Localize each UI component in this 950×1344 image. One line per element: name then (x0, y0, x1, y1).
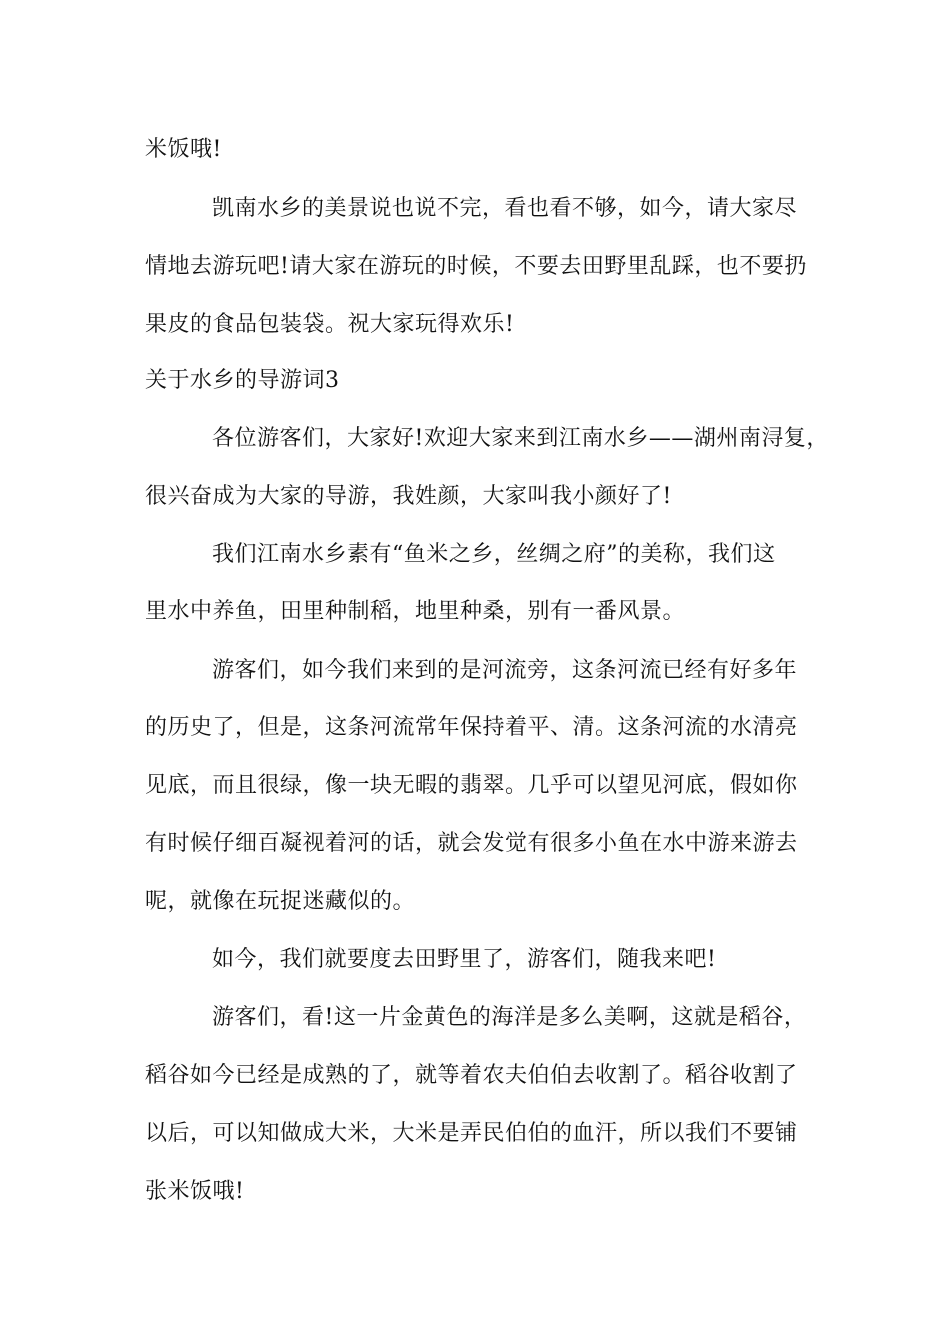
text-line: 张米饭哦! (145, 1179, 245, 1204)
paragraph-start: 如今，我们就要度去田野里了，游客们，随我来吧! (212, 947, 717, 972)
text-line: 情地去游玩吧!请大家在游玩的时候，不要去田野里乱踩，也不要扔 (145, 254, 807, 279)
paragraph-start: 游客们，如今我们来到的是河流旁，这条河流已经有好多年 (212, 658, 798, 683)
paragraph-start: 我们江南水乡素有“鱼米之乡，丝绸之府”的美称，我们这 (212, 542, 776, 567)
text-line: 的历史了，但是，这条河流常年保持着平、清。这条河流的水清亮 (145, 715, 798, 740)
paragraph-start: 凯南水乡的美景说也说不完，看也看不够，如今，请大家尽 (212, 196, 798, 221)
text-line: 稻谷如今已经是成熟的了，就等着农夫伯伯去收割了。稻谷收割了 (145, 1063, 798, 1088)
text-line: 呢，就像在玩捉迷藏似的。 (145, 889, 416, 914)
text-line: 米饭哦! (145, 137, 222, 162)
paragraph-start: 各位游客们，大家好!欢迎大家来到江南水乡——湖州南浔复， (212, 426, 829, 451)
section-heading: 关于水乡的导游词3 (145, 368, 340, 393)
paragraph-start: 游客们，看!这一片金黄色的海洋是多么美啊，这就是稻谷， (212, 1005, 807, 1030)
text-line: 见底，而且很绿，像一块无暇的翡翠。几乎可以望见河底，假如你 (145, 773, 798, 798)
text-line: 果皮的食品包装袋。祝大家玩得欢乐! (145, 312, 515, 337)
text-line: 很兴奋成为大家的导游，我姓颜，大家叫我小颜好了! (145, 484, 672, 509)
text-line: 以后，可以知做成大米，大米是弄民伯伯的血汗，所以我们不要铺 (145, 1121, 798, 1146)
text-line: 里水中养鱼，田里种制稻，地里种桑，别有一番风景。 (145, 599, 686, 624)
text-line: 有时候仔细百凝视着河的话，就会发觉有很多小鱼在水中游来游去 (145, 831, 798, 856)
